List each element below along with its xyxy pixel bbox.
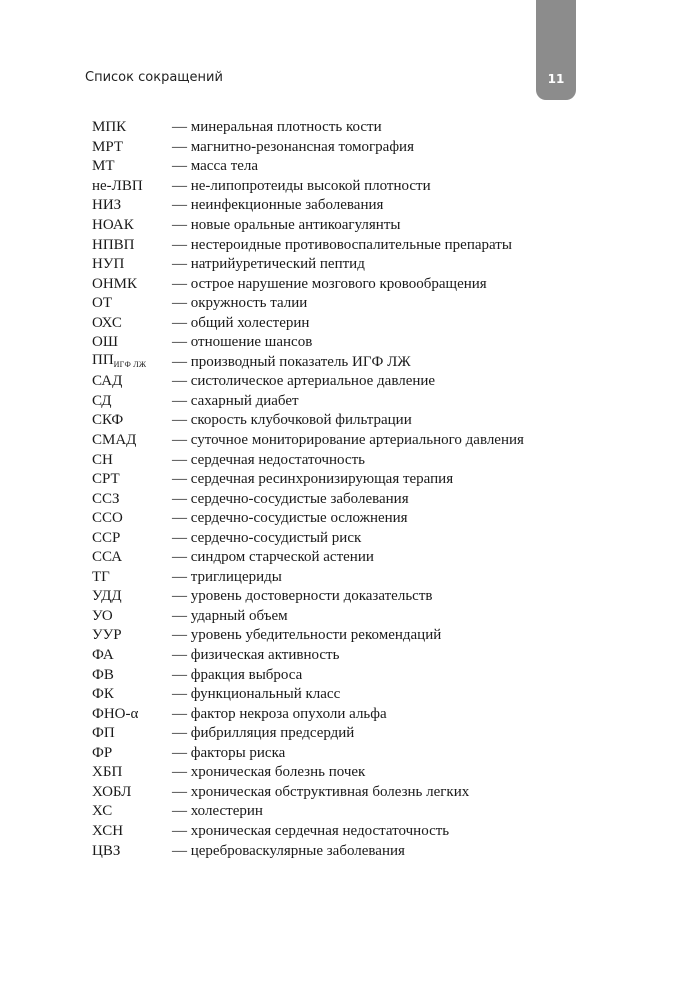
abbreviation-definition: — минеральная плотность кости (172, 119, 382, 136)
abbreviation-term (92, 529, 172, 548)
abbreviation-row (92, 470, 592, 490)
abbreviation-row (92, 118, 592, 138)
abbreviation-row (92, 372, 592, 392)
abbreviation-row (92, 431, 592, 451)
abbreviation-row (92, 216, 592, 236)
abbreviation-definition: — фракция выброса (172, 666, 303, 683)
abbreviation-text: НОАК (92, 217, 134, 233)
abbreviation-text: ССА (92, 549, 123, 566)
abbreviation-text: не-ЛВП (92, 177, 143, 194)
abbreviation-text: УО (92, 607, 113, 624)
abbreviation-row (92, 665, 592, 685)
abbreviation-definition: — нестероидные противовоспалительные препараты (172, 236, 512, 253)
abbreviation-definition: — новые оральные антикоагулянты (172, 217, 401, 233)
abbreviation-text: СРТ (92, 471, 120, 488)
abbreviation-text: САД (92, 373, 123, 390)
abbreviation-term (92, 802, 172, 821)
abbreviation-definition: — сердечно-сосудистые заболевания (172, 490, 409, 507)
abbreviation-term (92, 705, 172, 724)
abbreviation-term (92, 666, 172, 685)
abbreviation-definition: — магнитно-резонансная томография (172, 138, 414, 155)
abbreviation-term (92, 509, 172, 528)
abbreviation-text: ССР (92, 529, 121, 546)
abbreviation-row (92, 607, 592, 627)
abbreviation-row (92, 196, 592, 216)
abbreviation-row (92, 528, 592, 548)
abbreviation-definition: — скорость клубочковой фильтрации (172, 412, 412, 429)
abbreviation-term (92, 196, 172, 215)
abbreviation-term (92, 822, 172, 841)
abbreviation-term (92, 646, 172, 665)
abbreviation-term (92, 157, 172, 176)
abbreviation-text: СМАД (92, 432, 137, 449)
abbreviation-row (92, 822, 592, 842)
abbreviation-term (92, 333, 172, 352)
abbreviation-row (92, 646, 592, 666)
abbreviation-term (92, 587, 172, 606)
abbreviation-text: ХОБЛ (92, 783, 132, 800)
abbreviation-text: ОТ (92, 295, 112, 312)
abbreviation-text: МРТ (92, 138, 124, 155)
abbreviation-term (92, 568, 172, 587)
abbreviation-row (92, 450, 592, 470)
abbreviation-definition: — систолическое артериальное давление (172, 373, 436, 390)
abbreviation-text: ФА (92, 647, 114, 664)
abbreviation-text: ССО (92, 510, 123, 527)
abbreviation-definition: — уровень достоверности доказательств (172, 588, 433, 605)
abbreviation-row (92, 274, 592, 294)
abbreviation-row (92, 568, 592, 588)
abbreviation-definition: — факторы риска (172, 744, 286, 761)
abbreviation-row (92, 802, 592, 822)
abbreviation-text: СКФ (92, 412, 124, 429)
abbreviation-definition: — холестерин (172, 803, 263, 820)
abbreviation-term (92, 392, 172, 411)
abbreviation-text: СД (92, 392, 112, 409)
abbreviation-text: ОШ (92, 334, 118, 351)
abbreviation-definition: — производный показатель ИГФ ЛЖ (172, 353, 411, 370)
abbreviation-text: СН (92, 451, 113, 468)
abbreviation-definition: — отношение шансов (172, 334, 313, 351)
abbreviation-list (92, 118, 592, 861)
abbreviation-row (92, 294, 592, 314)
abbreviation-term (92, 744, 172, 763)
abbreviation-definition: — острое нарушение мозгового кровообращения (172, 275, 487, 292)
page-number: 11 (547, 72, 565, 86)
abbreviation-definition: — фибрилляция предсердий (172, 725, 355, 742)
running-title: Список сокращений (85, 70, 223, 85)
abbreviation-row (92, 489, 592, 509)
abbreviation-term (92, 411, 172, 430)
abbreviation-definition: — цереброваскулярные заболевания (172, 842, 405, 859)
abbreviation-row (92, 724, 592, 744)
abbreviation-definition: — уровень убедительности рекомендаций (172, 627, 442, 644)
abbreviation-row (92, 235, 592, 255)
abbreviation-term (92, 138, 172, 157)
abbreviation-row (92, 411, 592, 431)
abbreviation-term (92, 351, 172, 374)
abbreviation-definition: — хроническая болезнь почек (172, 764, 366, 781)
abbreviation-row (92, 333, 592, 353)
abbreviation-definition: — ударный объем (172, 607, 288, 624)
abbreviation-definition: — физическая активность (172, 647, 340, 664)
abbreviation-text: НПВП (92, 236, 135, 253)
abbreviation-definition: — сердечно-сосудистые осложнения (172, 510, 408, 527)
abbreviation-term (92, 255, 172, 274)
abbreviation-definition: — окружность талии (172, 295, 308, 312)
abbreviation-row (92, 392, 592, 412)
abbreviation-term (92, 724, 172, 743)
abbreviation-term (92, 294, 172, 313)
abbreviation-row (92, 313, 592, 333)
abbreviation-text: ОНМК (92, 275, 138, 292)
abbreviation-term (92, 548, 172, 567)
abbreviation-text: ФП (92, 725, 115, 742)
abbreviation-definition: — масса тела (172, 158, 259, 175)
abbreviation-row (92, 783, 592, 803)
abbreviation-text: ОХС (92, 314, 122, 331)
abbreviation-text: НИЗ (92, 197, 122, 214)
abbreviation-definition: — хроническая сердечная недостаточность (172, 822, 450, 839)
abbreviation-text: УУР (92, 627, 122, 644)
abbreviation-definition: — общий холестерин (172, 314, 310, 331)
abbreviation-definition: — хроническая обструктивная болезнь легких (172, 783, 470, 800)
abbreviation-term (92, 490, 172, 509)
abbreviation-definition: — функциональный класс (172, 686, 341, 703)
abbreviation-term (92, 607, 172, 626)
abbreviation-row (92, 548, 592, 568)
abbreviation-text: ФВ (92, 666, 114, 683)
abbreviation-definition: — не-липопротеиды высокой плотности (172, 177, 431, 194)
abbreviation-row (92, 685, 592, 705)
abbreviation-text: ФР (92, 744, 113, 761)
abbreviation-row (92, 157, 592, 177)
abbreviation-definition: — сердечная недостаточность (172, 451, 365, 468)
abbreviation-definition: — сахарный диабет (172, 392, 299, 409)
abbreviation-row (92, 587, 592, 607)
abbreviation-text: ХС (92, 803, 113, 820)
abbreviation-term (92, 470, 172, 489)
abbreviation-definition: — сердечно-сосудистый риск (172, 529, 362, 546)
abbreviation-term (92, 275, 172, 294)
abbreviation-term (92, 431, 172, 450)
abbreviation-text: МПК (92, 119, 127, 136)
abbreviation-text: ФНО-α (92, 705, 139, 722)
abbreviation-row (92, 177, 592, 197)
abbreviation-row (92, 138, 592, 158)
abbreviation-text: ХСН (92, 822, 124, 839)
abbreviation-text: ФК (92, 686, 114, 703)
abbreviation-definition: — фактор некроза опухоли альфа (172, 705, 387, 722)
abbreviation-term (92, 626, 172, 645)
abbreviation-term (92, 783, 172, 802)
abbreviation-subscript: ИГФ ЛЖ (113, 359, 147, 369)
abbreviation-row (92, 509, 592, 529)
abbreviation-definition: — триглицериды (172, 568, 282, 585)
abbreviation-term (92, 314, 172, 333)
abbreviation-row (92, 353, 592, 373)
abbreviation-term (92, 842, 172, 861)
abbreviation-row (92, 744, 592, 764)
abbreviation-term (92, 216, 172, 235)
abbreviation-text: ХБП (92, 764, 123, 781)
abbreviation-text: ПП (92, 351, 114, 368)
abbreviation-row (92, 841, 592, 861)
abbreviation-text: ТГ (92, 568, 110, 585)
abbreviation-row (92, 255, 592, 275)
abbreviation-definition: — суточное мониторирование артериального давления (172, 432, 524, 449)
abbreviation-term (92, 177, 172, 196)
abbreviation-text: НУП (92, 256, 125, 273)
abbreviation-term (92, 451, 172, 470)
page-number-tab (536, 0, 576, 100)
abbreviation-definition: — натрийуретический пептид (172, 256, 365, 273)
abbreviation-term (92, 372, 172, 391)
abbreviation-text: УДД (92, 588, 122, 605)
abbreviation-definition: — сердечная ресинхронизирующая терапия (172, 471, 454, 488)
abbreviation-term (92, 685, 172, 704)
abbreviation-row (92, 763, 592, 783)
abbreviation-row (92, 626, 592, 646)
abbreviation-term (92, 763, 172, 782)
abbreviation-text: ЦВЗ (92, 842, 121, 859)
abbreviation-text: МТ (92, 158, 115, 175)
abbreviation-term (92, 236, 172, 255)
abbreviation-row (92, 704, 592, 724)
abbreviation-definition: — синдром старческой астении (172, 549, 374, 566)
abbreviation-term (92, 118, 172, 137)
abbreviation-text: ССЗ (92, 490, 120, 507)
abbreviation-definition: — неинфекционные заболевания (172, 197, 384, 214)
